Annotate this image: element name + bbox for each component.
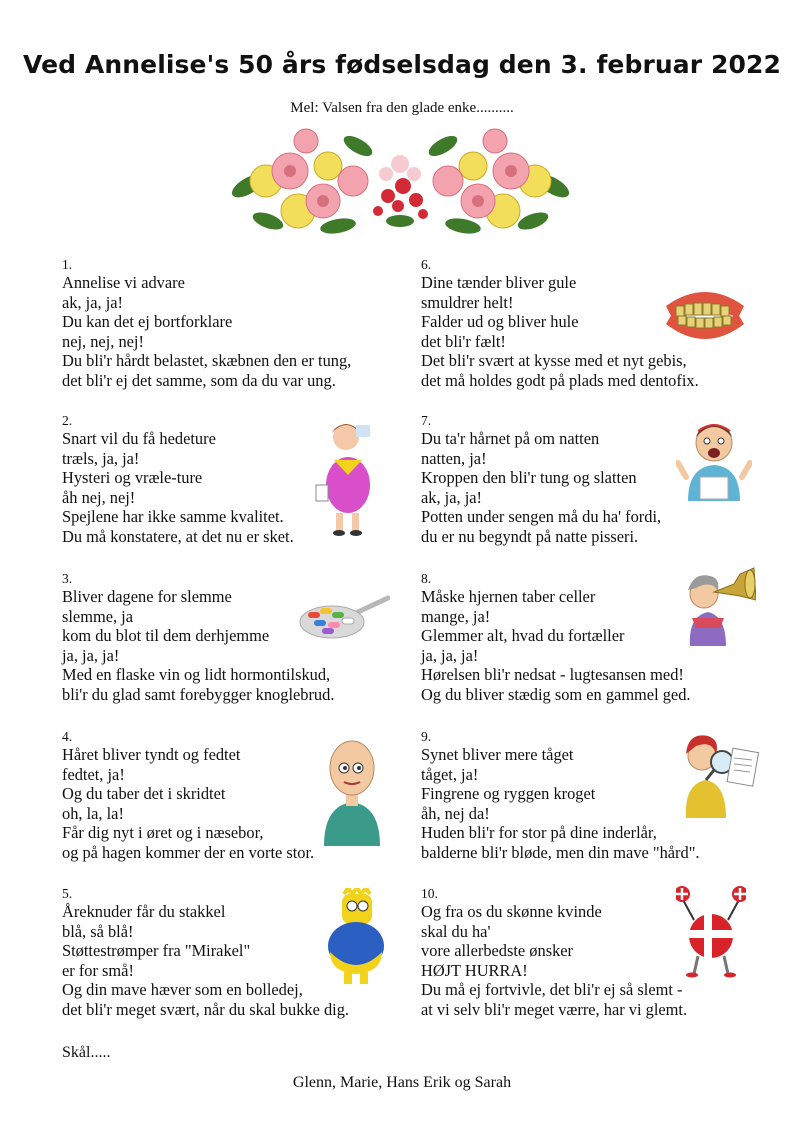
verse-line: ak, ja, ja! — [62, 292, 123, 312]
verse-2 — [62, 413, 294, 547]
cartoon-belly-woman-illustration — [324, 888, 388, 986]
hot-flash-woman-illustration — [312, 415, 384, 540]
verse-line: Annelise vi advare — [62, 273, 185, 292]
page-title: Ved Annelise's 50 års fødselsdag den 3. februar 2022 — [22, 50, 781, 79]
verse-line: ja, ja, ja! — [62, 645, 120, 665]
verse-line: bli'r du glad samt forebygger knoglebrud. — [62, 684, 335, 704]
verse-line: nej, nej, nej! — [62, 331, 144, 351]
verse-9 — [421, 729, 700, 863]
verse-line: Potten under sengen må du ha' fordi, — [421, 507, 662, 527]
verse-number: 1. — [62, 257, 73, 272]
verse-line: blå, så blå! — [62, 921, 134, 941]
verse-line: Du må konstatere, at det nu er sket. — [62, 526, 294, 546]
verse-line: oh, la, la! — [62, 803, 124, 823]
verse-line: Og du bliver stædig som en gammel ged. — [421, 684, 691, 704]
verse-6 — [421, 257, 699, 391]
verse-line: slemme, ja — [62, 606, 134, 626]
verse-line: natten, ja! — [421, 448, 487, 468]
signature: Glenn, Marie, Hans Erik og Sarah — [292, 1074, 512, 1091]
verse-line: Du må ej fortvivle, det bli'r ej så slemt - — [421, 980, 683, 1000]
verse-line: Måske hjernen taber celler — [421, 587, 596, 606]
verse-line: fedtet, ja! — [62, 764, 125, 784]
verse-line: Spejlene har ikke samme kvalitet. — [62, 507, 284, 527]
verse-10 — [421, 886, 687, 1020]
verse-5 — [62, 886, 349, 1020]
verse-line: Dine tænder bliver gule — [421, 273, 577, 292]
verse-line: Og du taber det i skridtet — [62, 784, 226, 804]
verse-line: det bli'r ej det samme, som da du var ung. — [62, 370, 336, 390]
verse-line: ja, ja, ja! — [421, 645, 479, 665]
verse-number: 6. — [421, 257, 432, 272]
verse-line: og på hagen kommer der en vorte stor. — [62, 842, 315, 862]
verse-line: at vi selv bli'r meget værre, har vi glemt. — [421, 999, 688, 1019]
verse-line: Falder ud og bliver hule — [421, 312, 579, 332]
verse-line: Glemmer alt, hvad du fortæller — [421, 626, 625, 646]
verse-line: det bli'r meget svært, når du skal bukke dig. — [62, 999, 350, 1019]
verse-line: Snart vil du få hedeture — [62, 429, 216, 448]
verse-line: åh, nej da! — [421, 803, 490, 823]
verse-line: Hørelsen bli'r nedsat - lugtesansen med! — [421, 665, 684, 685]
danish-flag-ball-illustration — [676, 884, 746, 978]
verse-line: ak, ja, ja! — [421, 487, 482, 507]
verse-7 — [421, 413, 661, 547]
verse-3 — [62, 571, 334, 705]
melody-subtitle: Mel: Valsen fra den glade enke.......... — [290, 100, 514, 116]
verse-line: skal du ha' — [421, 921, 491, 941]
verse-line: mange, ja! — [421, 606, 491, 626]
verse-line: er for små! — [62, 960, 134, 980]
verse-line: det bli'r fælt! — [421, 331, 506, 351]
magnifying-glass-woman-illustration — [672, 728, 760, 818]
verse-line: Får dig nyt i øret og i næsebor, — [62, 823, 264, 843]
verse-number: 7. — [421, 413, 432, 428]
verse-line: du er nu begyndt på natte pisseri. — [421, 526, 639, 546]
closing-toast: Skål..... — [62, 1044, 111, 1061]
verse-number: 2. — [62, 413, 73, 428]
verse-line: Hysteri og vræle-ture — [62, 468, 203, 488]
verse-line: balderne bli'r bløde, men din mave "hård". — [421, 842, 700, 862]
verse-line: træls, ja, ja! — [62, 448, 140, 468]
verse-line: Huden bli'r for stor på dine inderlår, — [421, 823, 657, 843]
verse-number: 3. — [62, 571, 73, 586]
flower-garland-illustration — [228, 126, 573, 244]
verse-line: Med en flaske vin og lidt hormontilskud, — [62, 665, 331, 685]
verse-line: kom du blot til dem derhjemme — [62, 626, 270, 646]
verse-line: Synet bliver mere tåget — [421, 745, 574, 764]
verse-line: åh nej, nej! — [62, 487, 136, 507]
verse-1 — [62, 257, 351, 391]
verse-number: 10. — [421, 886, 438, 901]
verse-line: Fingrene og ryggen kroget — [421, 784, 596, 804]
verse-line: det må holdes godt på plads med dentofix. — [421, 370, 699, 390]
verse-line: tåget, ja! — [421, 764, 479, 784]
verse-line: Åreknuder får du stakkel — [62, 902, 226, 921]
verse-number: 9. — [421, 729, 432, 744]
ear-trumpet-woman-illustration — [670, 566, 756, 646]
bald-woman-illustration — [318, 736, 386, 846]
verse-line: Og fra os du skønne kvinde — [421, 902, 602, 921]
dentures-illustration — [662, 284, 748, 348]
verse-line: Og din mave hæver som en bolledej, — [62, 980, 303, 1000]
verse-line: Håret bliver tyndt og fedtet — [62, 745, 241, 764]
verse-line: Støttestrømper fra "Mirakel" — [62, 941, 251, 961]
verse-line: vore allerbedste ønsker — [421, 941, 574, 961]
verse-line: Du bli'r hårdt belastet, skæbnen den er tung, — [62, 351, 352, 371]
verse-line: Kroppen den bli'r tung og slatten — [421, 468, 637, 488]
verse-line: Det bli'r svært at kysse med et nyt gebis, — [421, 351, 687, 371]
pills-spoon-illustration — [298, 592, 390, 644]
verse-number: 8. — [421, 571, 432, 586]
verse-number: 5. — [62, 886, 73, 901]
verse-line: smuldrer helt! — [421, 292, 514, 312]
verse-line: Bliver dagene for slemme — [62, 587, 232, 606]
verse-line: Du kan det ej bortforklare — [62, 312, 233, 332]
verse-number: 4. — [62, 729, 73, 744]
verse-4 — [62, 729, 314, 863]
verse-line: Du ta'r hårnet på om natten — [421, 429, 600, 448]
hairnet-woman-illustration — [676, 415, 752, 501]
verse-line: HØJT HURRA! — [421, 960, 528, 980]
verse-8 — [421, 571, 691, 705]
